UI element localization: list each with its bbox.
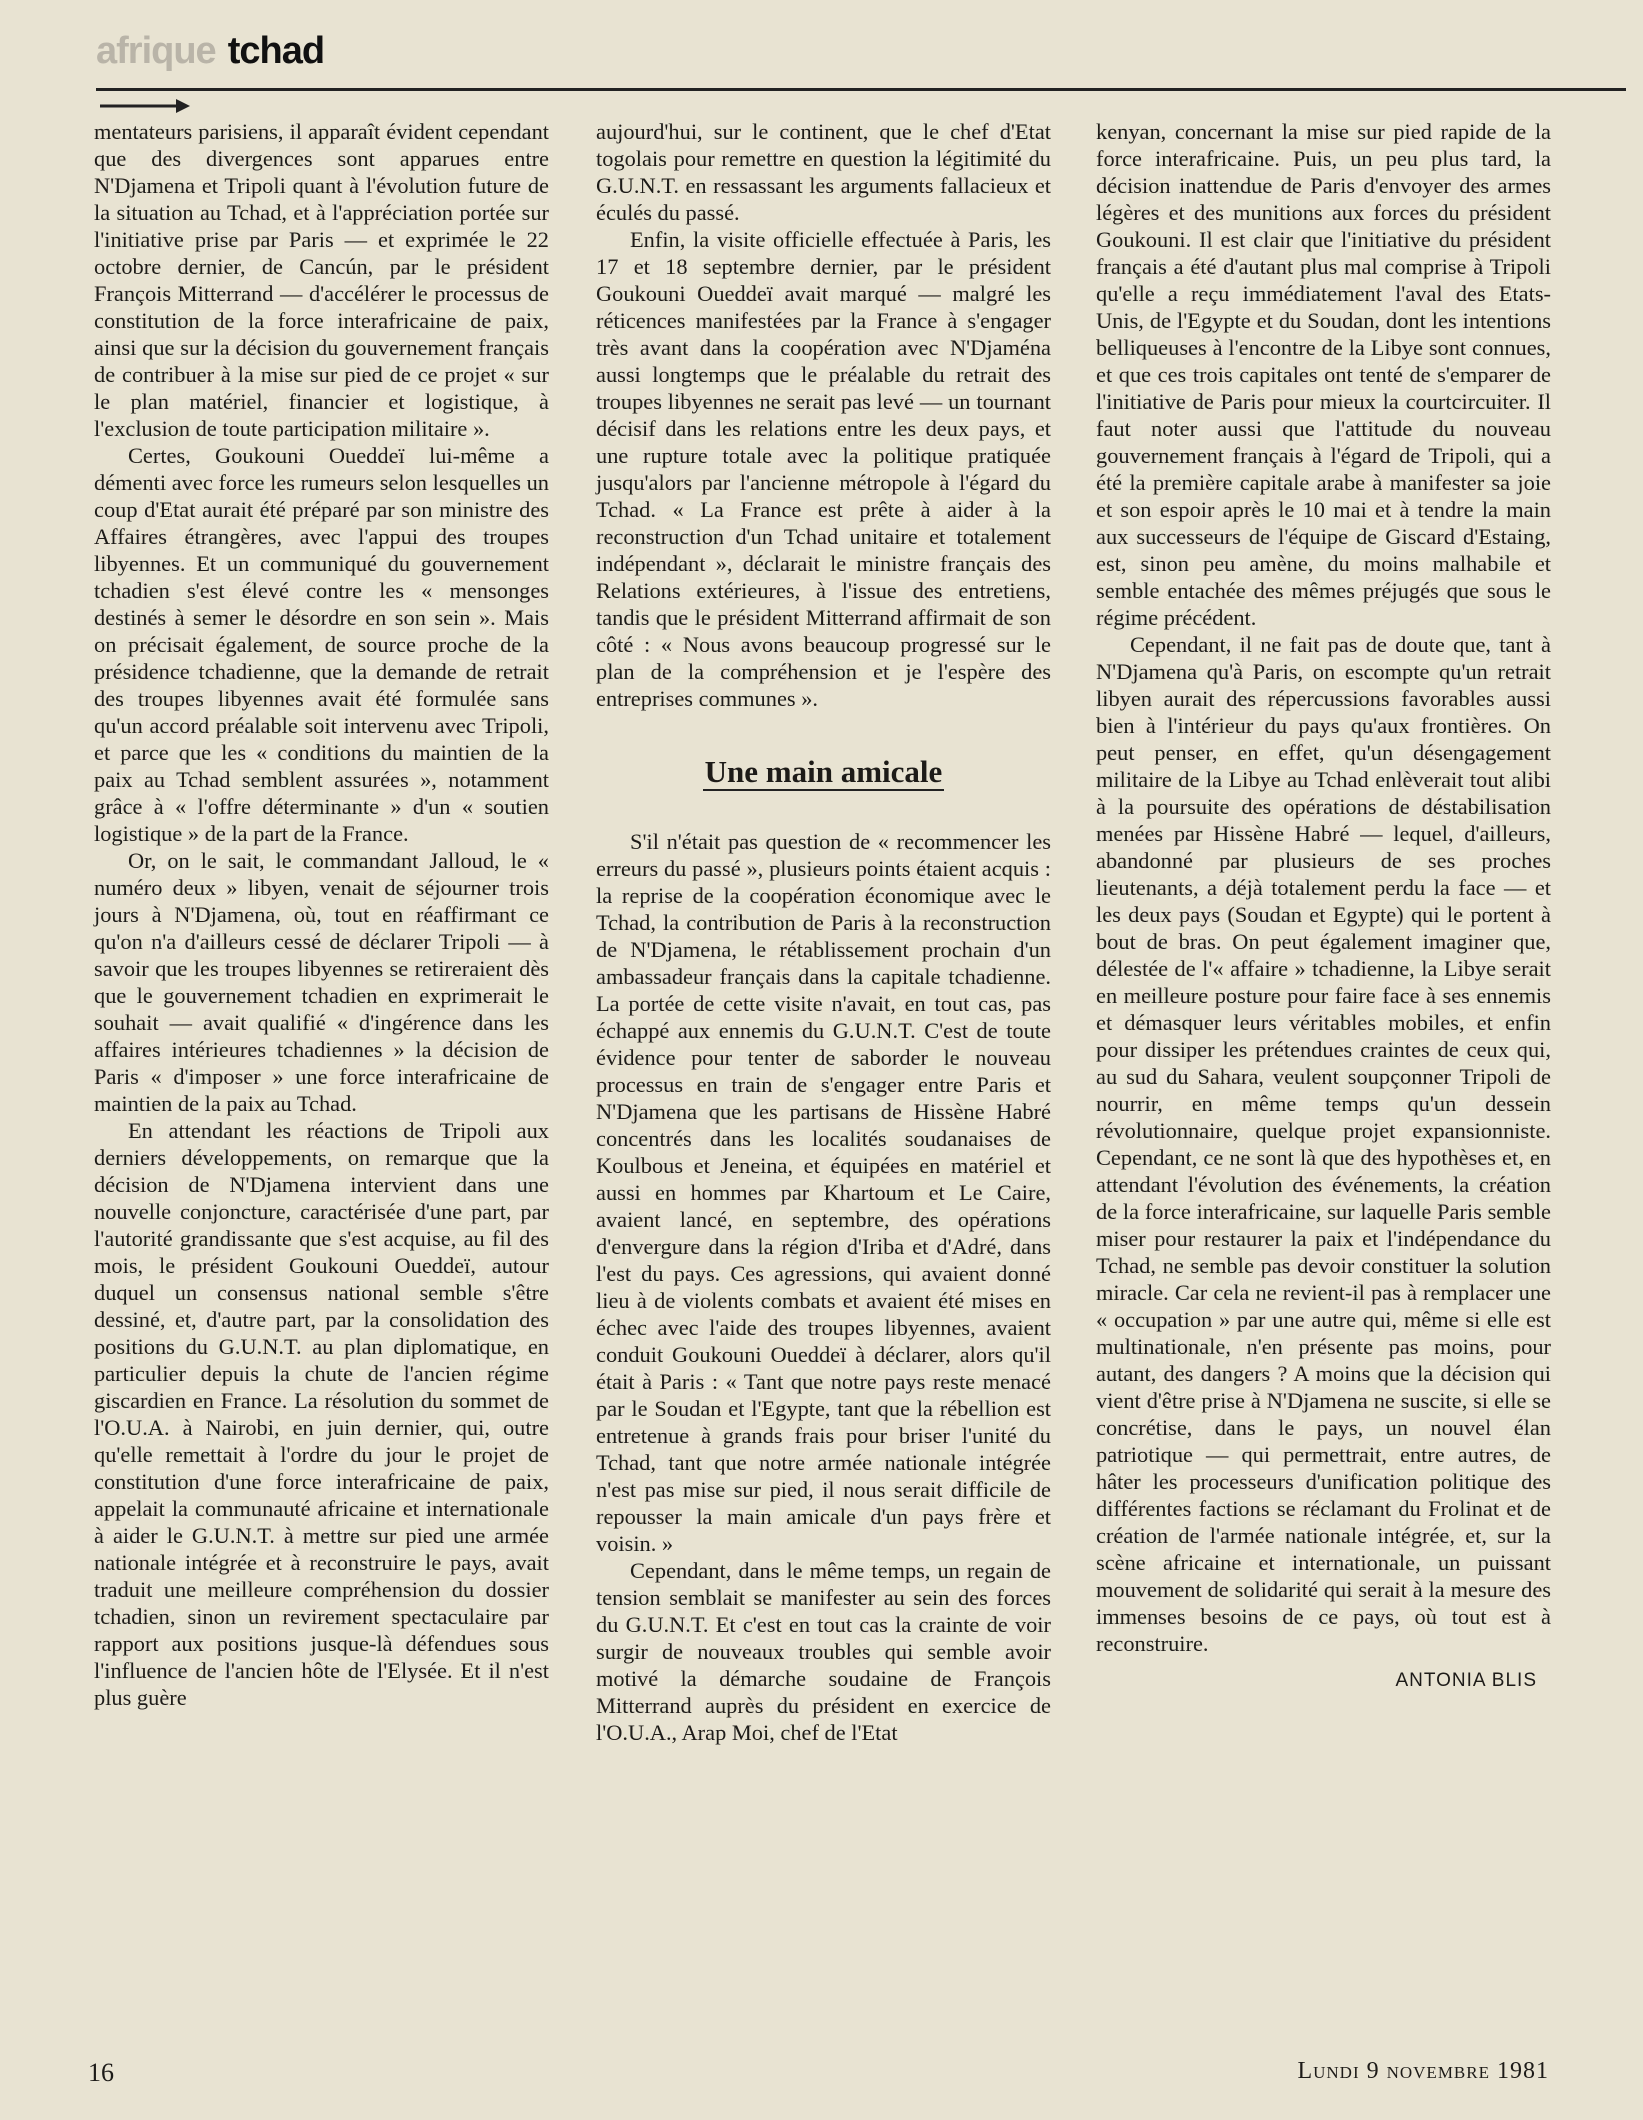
subheading: Une main amicale <box>704 754 943 789</box>
paragraph: mentateurs parisiens, il apparaît évident cependant que des divergences sont apparues entre N'Djamena et Tripoli quant à l'évolution future de la situation au Tchad, et à l'appréciation portée sur l'initiative prise par Paris — et exprimée le 22 octobre dernier, de Cancún, par le président François Mitterrand — d'accélérer le processus de constitution de la force interafricaine de paix, ainsi que sur la décision du gouvernement français de contribuer à la mise sur pied de ce projet « sur le plan matériel, financier et logistique, à l'exclusion de toute participation militaire ». <box>94 119 549 441</box>
paragraph: Cependant, dans le même temps, un regain de tension semblait se manifester au sein des forces du G.U.N.T. Et c'est en tout cas la crainte de voir surgir de nouveaux troubles qui semble avoir motivé la démarche soudaine de François Mitterrand auprès du président en exercice de l'O.U.A., Arap Moi, chef de l'Etat <box>596 1558 1051 1745</box>
paragraph: S'il n'était pas question de « recommencer les erreurs du passé », plusieurs points étaient acquis : la reprise de la coopération économique avec le Tchad, la contribution de Paris à la reconstruction de N'Djamena, le rétablissement prochain d'un ambassadeur français dans la capitale tchadienne. La portée de cette visite n'avait, en tout cas, pas échappé aux ennemis du G.U.N.T. C'est de toute évidence pour tenter de saborder le nouveau processus en train de s'engager entre Paris et N'Djamena que les partisans de Hissène Habré concentrés dans les localités soudanaises de Koulbous et Jeneina, et équipées en matériel et aussi en hommes par Khartoum et Le Caire, avaient lancé, en septembre, des opérations d'envergure dans la région d'Iriba et d'Adré, dans l'est du pays. Ces agressions, qui avaient donné lieu à de violents combats et avaient été mises en échec avec l'aide des troupes libyennes, avaient conduit Goukouni Oueddeï à déclarer, alors qu'il était à Paris : « Tant que notre pays reste menacé par le Soudan et l'Egypte, tant que la rébellion est entretenue à grands frais pour briser l'unité du Tchad, tant que notre armée nationale intégrée n'est pas mise sur pied, il nous serait difficile de repousser la main amicale d'un pays frère et voisin. » <box>596 829 1051 1556</box>
paragraph: Certes, Goukouni Oueddeï lui-même a démenti avec force les rumeurs selon lesquelles un coup d'Etat aurait été préparé par son ministre des Affaires étrangères, avec l'appui des troupes libyennes. Et un communiqué du gouvernement tchadien s'est élevé contre les « mensonges destinés à semer le désordre en son sein ». Mais on précisait également, de source proche de la présidence tchadienne, que la demande de retrait des troupes libyennes avait été formulée sans qu'un accord préalable soit intervenu avec Tripoli, et parce que les « conditions du maintien de la paix au Tchad semblent assurées », notamment grâce à « l'offre déterminante » d'un « soutien logistique » de la part de la France. <box>94 443 549 846</box>
country-label: tchad <box>227 30 325 72</box>
paragraph: kenyan, concernant la mise sur pied rapide de la force interafricaine. Puis, un peu plus tard, la décision inattendue de Paris d'envoyer des armes légères et des munitions aux forces du président Goukouni. Il est clair que l'initiative du président français a été d'autant plus mal comprise à Tripoli qu'elle a reçu immédiatement l'aval des Etats-Unis, de l'Egypte et du Soudan, dont les intentions belliqueuses à l'encontre de la Libye sont connues, et que ces trois capitales ont tenté de s'emparer de l'initiative de Paris pour mieux la courtcircuiter. Il faut noter aussi que l'attitude du nouveau gouvernement français à l'égard de Tripoli, qui a été la première capitale arabe à manifester sa joie et son espoir après le 10 mai et à tendre la main aux successeurs de l'équipe de Giscard d'Estaing, est, sinon peu amène, du moins malhabile et semble entachée des mêmes préjugés que sous le régime précédent. <box>1096 119 1551 630</box>
paragraph: Enfin, la visite officielle effectuée à Paris, les 17 et 18 septembre dernier, par le président Goukouni Oueddeï avait marqué — malgré les réticences manifestées par la France à s'engager très avant dans la coopération avec N'Djaména aussi longtemps que le préalable du retrait des troupes libyennes ne serait pas levé — un tournant décisif dans les relations entre les deux pays, et une rupture totale avec la politique pratiquée jusqu'alors par l'ancienne métropole à l'égard du Tchad. « La France est prête à aider à la reconstruction d'un Tchad unitaire et totalement indépendant », déclarait le ministre français des Relations extérieures, à l'issue des entretiens, tandis que le président Mitterrand affirmait de son côté : « Nous avons beaucoup progressé sur le plan de la compréhension et je l'espère des entreprises communes ». <box>596 227 1051 711</box>
article-column-1 <box>94 118 549 1711</box>
paragraph: Cependant, il ne fait pas de doute que, tant à N'Djamena qu'à Paris, on escompte qu'un retrait libyen aurait des répercussions favorables aussi bien à l'intérieur du pays qu'aux frontières. On peut penser, en effet, qu'un désengagement militaire de la Libye au Tchad enlèverait tout alibi à la poursuite des opérations de déstabilisation menées par Hissène Habré — lequel, d'ailleurs, abandonné par plusieurs de ses proches lieutenants, a déjà totalement perdu la face — et les deux pays (Soudan et Egypte) qui le portent à bout de bras. On peut également imaginer que, délestée de l'« affaire » tchadienne, la Libye serait en meilleure posture pour faire face à ses ennemis et démasquer leurs véritables mobiles, et enfin pour dissiper les prétendues craintes de ceux qui, au sud du Sahara, veulent soupçonner Tripoli de nourrir, en même temps qu'un dessein révolutionnaire, quelque projet expansionniste. Cependant, ce ne sont là que des hypothèses et, en attendant l'évolution des événements, la création de la force interafricaine, sur laquelle Paris semble miser pour restaurer la paix et l'indépendance du Tchad, ne semble pas devoir constituer la solution miracle. Car cela ne revient-il pas à remplacer une « occupation » par une autre qui, même si elle est multinationale, n'en présente pas moins, pour autant, des dangers ? A moins que la décision qui vient d'être prise à N'Djamena ne suscite, si elle se concrétise, dans le pays, un nouvel élan patriotique — qui permettrait, entre autres, de hâter les processeurs d'unification politique des différentes factions se réclamant du Frolinat et de création de l'armée nationale intégrée, et, sur la scène africaine et internationale, un puissant mouvement de solidarité qui serait à la mesure des immenses besoins de ce pays, où tout est à reconstruire. <box>1096 632 1551 1656</box>
continuation-arrow-icon <box>100 96 190 116</box>
author-byline: ANTONIA BLIS <box>1395 1670 1537 1691</box>
section-label: afrique <box>96 30 216 72</box>
paragraph: En attendant les réactions de Tripoli aux derniers développements, on remarque que la décision de N'Djamena intervient dans une nouvelle conjoncture, caractérisée d'une part, par l'autorité grandissante que s'est acquise, au fil des mois, le président Goukouni Oueddeï, autour duquel un consensus national semble s'être dessiné, et, d'autre part, par la consolidation des positions du G.U.N.T. au plan diplomatique, en particulier depuis la chute de l'ancien régime giscardien en France. La résolution du sommet de l'O.U.A. à Nairobi, en juin dernier, qui, outre qu'elle remettait à l'ordre du jour le projet de constitution d'une force interafricaine de paix, appelait la communauté africaine et internationale à aider le G.U.N.T. à mettre sur pied une armée nationale intégrée et à reconstruire le pays, avait traduit une meilleure compréhension du dossier tchadien, sinon un revirement spectaculaire par rapport aux positions jusque-là défendues sous l'influence de l'ancien hôte de l'Elysée. Et il n'est plus guère <box>94 1118 549 1710</box>
paragraph: Or, on le sait, le commandant Jalloud, le « numéro deux » libyen, venait de séjourner trois jours à N'Djamena, où, tout en réaffirmant ce qu'on n'a d'ailleurs cessé de déclarer Tripoli — à savoir que les troupes libyennes se retireraient dès que le gouvernement tchadien en exprimerait le souhait — avait qualifié « d'ingérence dans les affaires intérieures tchadiennes » la décision de Paris « d'imposer » une force interafricaine de maintien de la paix au Tchad. <box>94 848 549 1116</box>
issue-date: Lundi 9 novembre 1981 <box>1297 2058 1549 2084</box>
page-number: 16 <box>88 2058 114 2087</box>
article-column-3 <box>1096 118 1551 1694</box>
header-rule <box>96 88 1626 91</box>
paragraph: aujourd'hui, sur le continent, que le chef d'Etat togolais pour remettre en question la légitimité du G.U.N.T. en ressassant les arguments fallacieux et éculés du passé. <box>596 119 1051 225</box>
page-header <box>96 30 1626 90</box>
article-column-2 <box>596 118 1051 1746</box>
